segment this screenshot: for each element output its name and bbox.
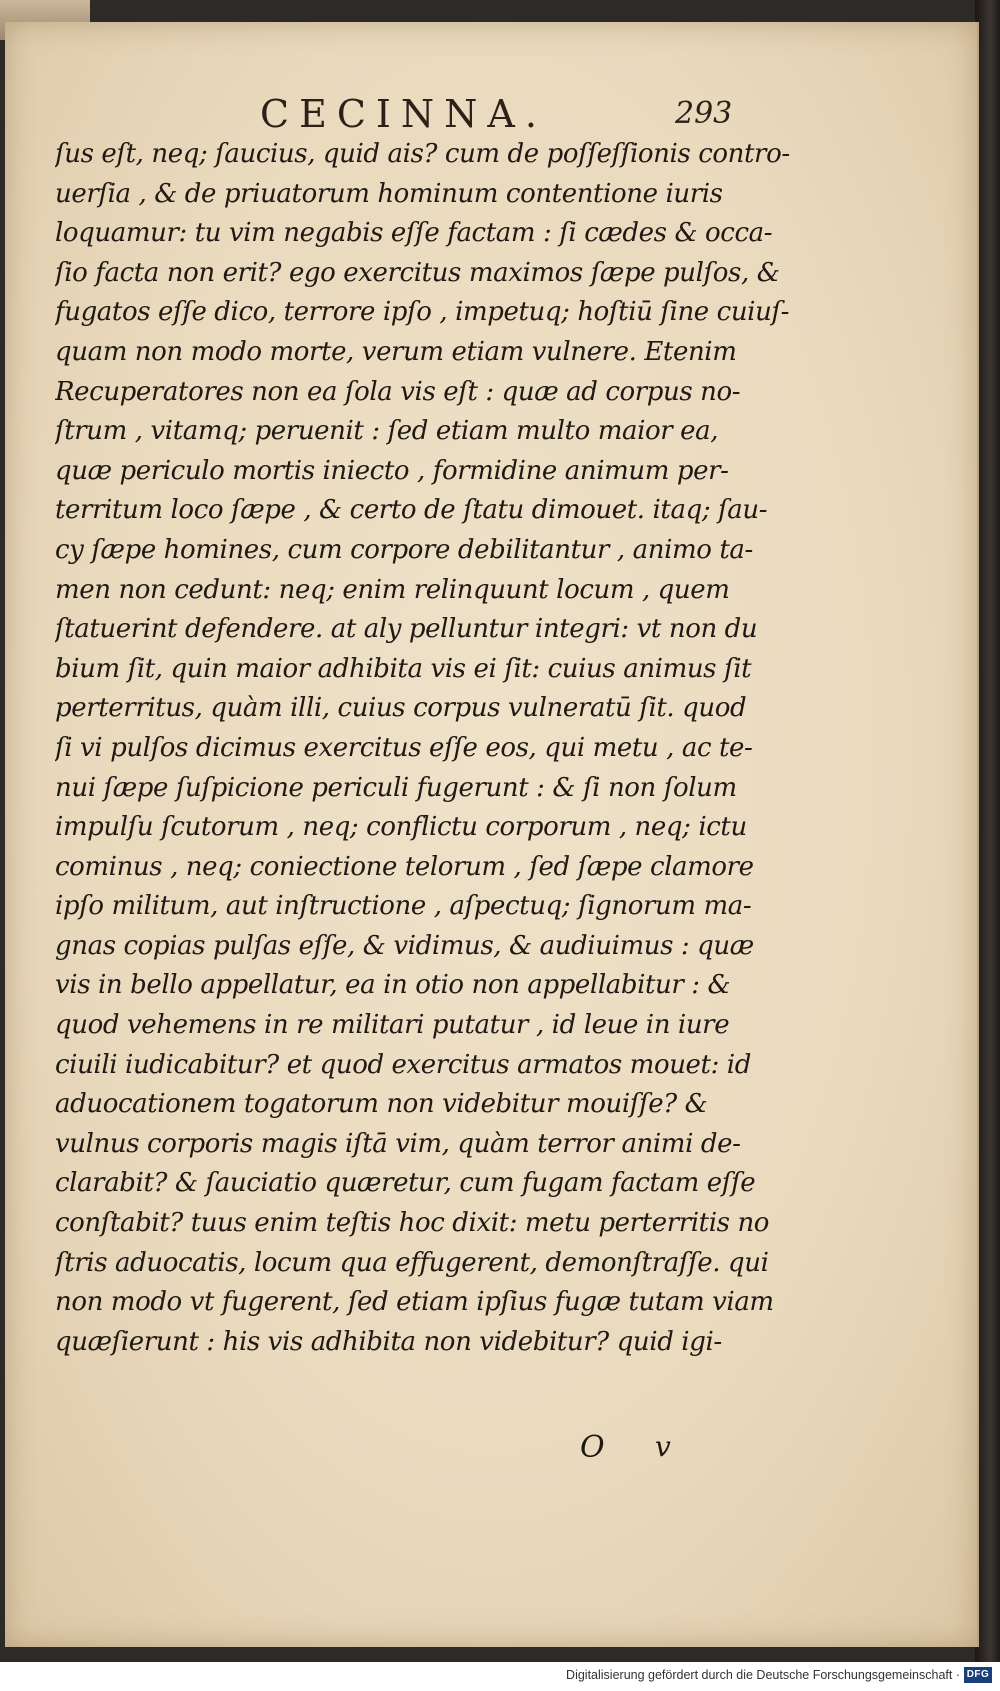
text-line: quæſierunt : his vis adhibita non videbitur? quid igi- <box>55 1326 722 1357</box>
text-line: vulnus corporis magis iſtā vim, quàm terror animi de- <box>55 1128 741 1159</box>
text-line: ſi vi pulſos dicimus exercitus eſſe eos, qui metu , ac te- <box>55 732 753 763</box>
signature-mark: O <box>580 1430 605 1465</box>
text-line: non modo vt fugerent, ſed etiam ipſius fugæ tutam viam <box>55 1287 774 1318</box>
catchword: v <box>655 1430 671 1463</box>
text-line: ciuili iudicabitur? et quod exercitus armatos mouet: id <box>55 1049 751 1080</box>
text-line: quæ periculo mortis iniecto , formidine animum per- <box>55 455 729 486</box>
text-line: nui ſæpe ſuſpicione periculi fugerunt : & ſi non ſolum <box>55 772 737 803</box>
running-title: CECINNA. <box>260 92 547 136</box>
text-line: ſtatuerint defendere. at aly pelluntur integri: vt non du <box>55 614 758 645</box>
text-line: vis in bello appellatur, ea in otio non appellabitur : & <box>55 970 731 1001</box>
text-line: cy ſæpe homines, cum corpore debilitantur , animo ta- <box>55 534 753 565</box>
text-line: ſtris aduocatis, locum qua effugerent, demonſtraſſe. qui <box>55 1247 769 1278</box>
text-line: ſio facta non erit? ego exercitus maximos ſæpe pulſos, & <box>55 257 780 288</box>
text-line: ſus eſt, neq; ſaucius, quid ais? cum de poſſeſſionis contro- <box>55 139 790 169</box>
text-line: territum loco ſæpe , & certo de ſtatu dimouet. itaq; ſau- <box>55 495 768 526</box>
text-line: quam non modo morte, verum etiam vulnere. Etenim <box>55 336 737 367</box>
signature-catchword <box>580 1430 700 1470</box>
text-line: cominus , neq; coniectione telorum , ſed ſæpe clamore <box>55 851 754 882</box>
body-text <box>55 135 790 1362</box>
text-line: aduocationem togatorum non videbitur mouiſſe? & <box>55 1089 708 1120</box>
text-line: bium ſit, quin maior adhibita vis ei ſit: cuius animus ſit <box>55 653 752 684</box>
text-line: men non cedunt: neq; enim relinquunt locum , quem <box>55 574 730 605</box>
text-line: gnas copias pulſas eſſe, & vidimus, & audiuimus : quæ <box>55 930 754 961</box>
page-number: 293 <box>675 96 733 131</box>
text-line: ipſo militum, aut inſtructione , aſpectuq; ſignorum ma- <box>55 891 752 922</box>
text-line: clarabit? & ſauciatio quæretur, cum fugam factam eſſe <box>55 1168 756 1199</box>
text-line: impulſu ſcutorum , neq; conflictu corporum , neq; ictu <box>55 812 747 843</box>
digitization-footer <box>0 1662 1000 1691</box>
text-line: Recuperatores non ea ſola vis eſt : quæ ad corpus no- <box>55 376 741 407</box>
text-line: uerſia , & de priuatorum hominum contentione iuris <box>55 178 723 209</box>
funding-credit: Digitalisierung gefördert durch die Deutsche Forschungsgemeinschaft · <box>566 1668 960 1682</box>
text-line: fugatos eſſe dico, terrore ipſo , impetuq; hoſtiū ſine cuiuſ- <box>55 297 790 328</box>
text-line: quod vehemens in re militari putatur , id leue in iure <box>55 1010 730 1041</box>
text-line: conſtabit? tuus enim teſtis hoc dixit: metu perterritis no <box>55 1208 770 1239</box>
dfg-logo: DFG <box>964 1667 992 1683</box>
text-line: perterritus, quàm illi, cuius corpus vulneratū ſit. quod <box>55 693 747 724</box>
text-line: ſtrum , vitamq; peruenit : ſed etiam multo maior ea, <box>55 416 719 447</box>
text-line: loquamur: tu vim negabis eſſe factam : ſi cædes & occa- <box>55 218 773 249</box>
